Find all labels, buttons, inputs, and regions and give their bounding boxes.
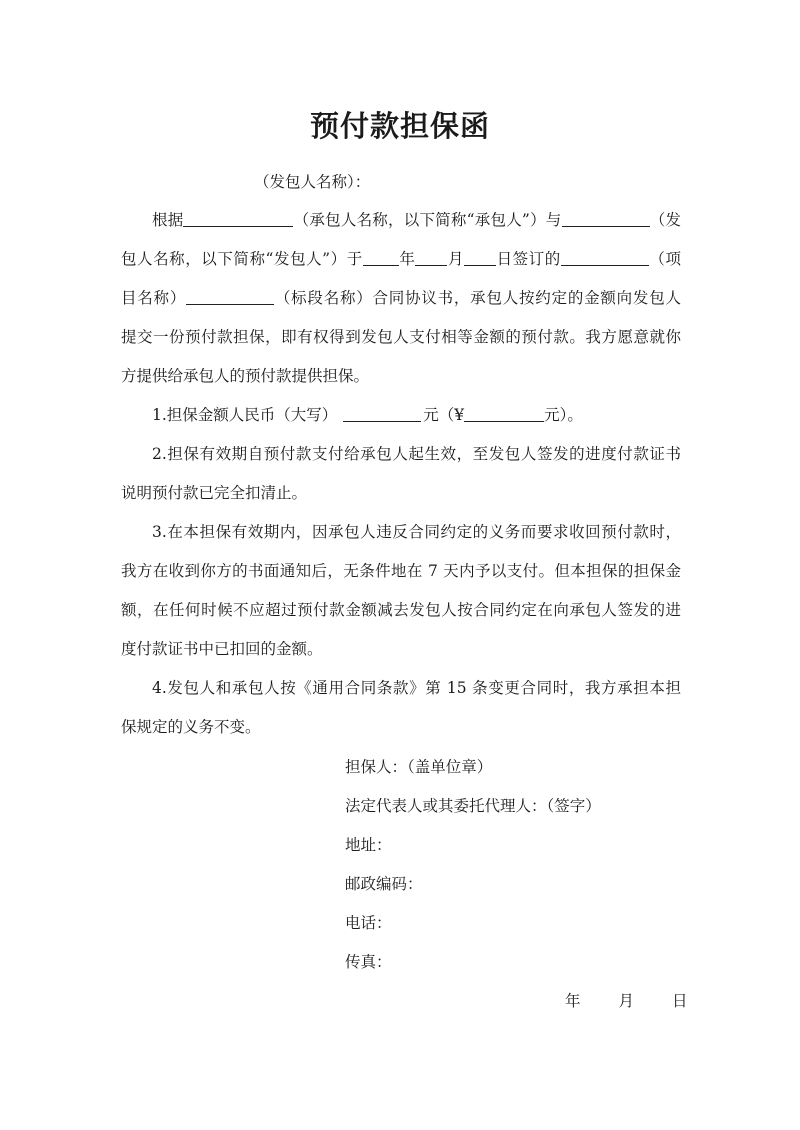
address-line: 地址： — [345, 836, 392, 854]
date-year: 年 — [565, 992, 581, 1010]
page-title: 预付款担保函 — [309, 109, 490, 143]
month-blank — [415, 249, 447, 266]
amount-figure-blank — [464, 405, 544, 422]
paragraph-5-line-2: 保规定的义务不变。 — [121, 718, 261, 736]
addressee-line: （发包人名称）： — [254, 173, 371, 191]
text: 根据 — [152, 211, 184, 229]
paragraph-4-line-1: 3.在本担保有效期内，因承包人违反合同约定的义务而要求收回预付款时， — [152, 523, 681, 541]
paragraph-2-line-1 — [152, 404, 583, 426]
project-name-blank — [186, 288, 274, 305]
employer-name-blank — [562, 210, 650, 227]
paragraph-5-line-1: 4.发包人和承包人按《通用合同条款》第 15 条变更合同时，我方承担本担 — [152, 679, 681, 697]
postcode-line: 邮政编码： — [345, 875, 423, 893]
text: 月 — [447, 250, 465, 268]
text: （项 — [648, 250, 681, 268]
paragraph-1-line-1 — [121, 209, 681, 231]
signing-blank — [561, 249, 649, 266]
paragraph-4-line-2: 我方在收到你方的书面通知后，无条件地在 7 天内予以支付。但本担保的担保金 — [121, 562, 681, 580]
paragraph-4-line-4: 度付款证书中已扣回的金额。 — [121, 640, 323, 658]
text: 元（¥ — [423, 406, 465, 424]
year-blank — [363, 249, 399, 266]
paragraph-1-line-5: 方提供给承包人的预付款提供担保。 — [121, 367, 370, 385]
text: 元）。 — [544, 406, 583, 424]
date-day: 日 — [672, 992, 688, 1010]
text: 目名称） — [121, 289, 187, 307]
paragraph-1-line-2 — [121, 248, 681, 270]
paragraph-3-line-2: 说明预付款已完全扣清止。 — [121, 484, 308, 502]
fax-line: 传真： — [345, 953, 392, 971]
representative-line: 法定代表人或其委托代理人：（签字） — [345, 797, 601, 815]
paragraph-3-line-1: 2.担保有效期自预付款支付给承包人起生效，至发包人签发的进度付款证书 — [152, 445, 681, 463]
text: 年 — [398, 250, 416, 268]
paragraph-4-line-3: 额，在任何时候不应超过预付款金额减去发包人按合同约定在向承包人签发的进 — [121, 601, 681, 619]
paragraph-1-line-4: 提交一份预付款担保，即有权得到发包人支付相等金额的预付款。我方愿意就你 — [121, 328, 681, 346]
text: 日签订的 — [496, 250, 561, 268]
date-month: 月 — [618, 992, 635, 1010]
text: （承包人名称，以下简称“承包人”）与 — [293, 211, 562, 229]
guarantor-line: 担保人：（盖单位章） — [345, 758, 493, 776]
text: （标段名称）合同协议书，承包人按约定的金额向发包人 — [274, 289, 681, 307]
text: （发 — [649, 211, 681, 229]
text: 1.担保金额人民币（大写） — [152, 406, 338, 424]
phone-line: 电话： — [345, 914, 392, 932]
text: 包人名称，以下简称“发包人”）于 — [121, 250, 363, 268]
contractor-name-blank — [183, 210, 293, 227]
date-line — [565, 990, 688, 1012]
day-blank — [464, 249, 496, 266]
amount-words-blank — [343, 405, 421, 422]
paragraph-1-line-3 — [121, 287, 681, 309]
